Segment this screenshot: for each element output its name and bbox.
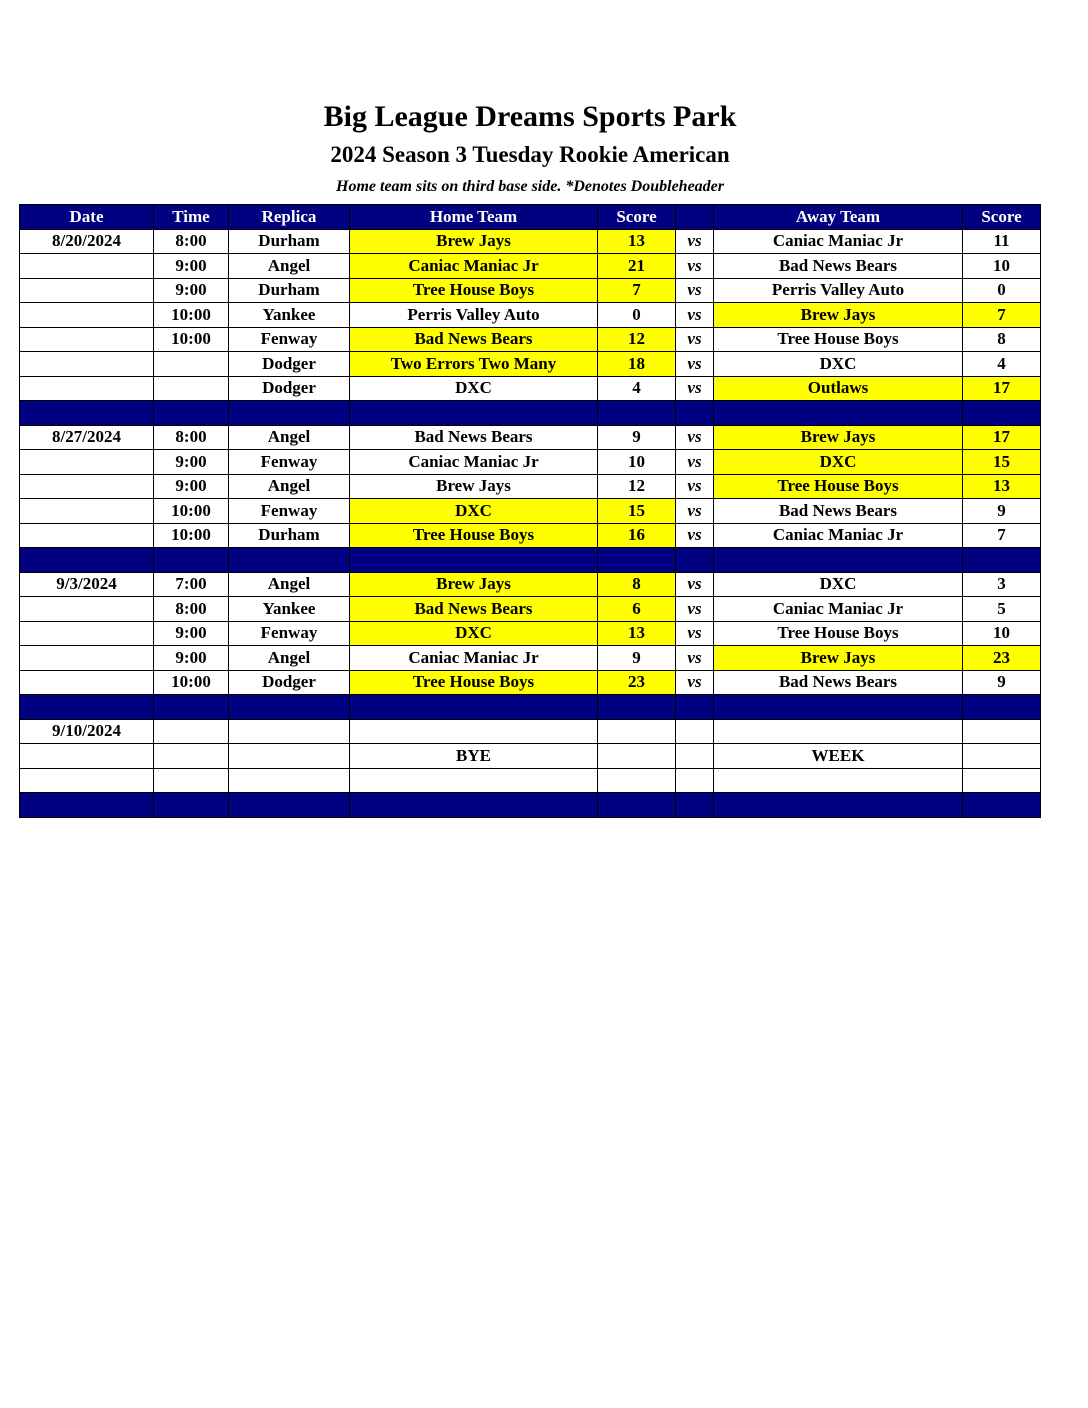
vs-cell: vs	[676, 670, 714, 695]
table-row	[20, 719, 1041, 744]
separator-cell	[350, 695, 598, 720]
date-cell	[20, 670, 154, 695]
schedule-table	[19, 204, 1041, 818]
away-team-cell: Caniac Maniac Jr	[714, 597, 963, 622]
home-team-cell: DXC	[350, 376, 598, 401]
away-team-cell: Brew Jays	[714, 425, 963, 450]
time-cell	[154, 768, 229, 793]
replica-cell	[229, 719, 350, 744]
date-cell	[20, 768, 154, 793]
date-cell	[20, 450, 154, 475]
away-team-cell: WEEK	[714, 744, 963, 769]
away-team-cell: Tree House Boys	[714, 621, 963, 646]
replica-cell: Yankee	[229, 303, 350, 328]
table-row	[20, 327, 1041, 352]
time-cell: 9:00	[154, 646, 229, 671]
separator-cell	[714, 548, 963, 573]
replica-cell: Durham	[229, 278, 350, 303]
away-team-cell: Bad News Bears	[714, 499, 963, 524]
table-row	[20, 278, 1041, 303]
time-cell: 7:00	[154, 572, 229, 597]
home-score-cell: 18	[598, 352, 676, 377]
date-cell	[20, 523, 154, 548]
home-score-cell: 9	[598, 425, 676, 450]
table-row	[20, 621, 1041, 646]
away-score-cell: 17	[963, 425, 1041, 450]
vs-cell: vs	[676, 278, 714, 303]
header-replica: Replica	[229, 205, 350, 230]
home-team-cell: Bad News Bears	[350, 425, 598, 450]
separator-cell	[350, 548, 598, 573]
date-cell: 8/20/2024	[20, 229, 154, 254]
replica-cell: Durham	[229, 229, 350, 254]
page-note: Home team sits on third base side. *Denotes Doubleheader	[336, 178, 724, 195]
separator-cell	[676, 695, 714, 720]
vs-cell: vs	[676, 254, 714, 279]
time-cell: 10:00	[154, 499, 229, 524]
time-cell: 8:00	[154, 229, 229, 254]
separator-cell	[350, 793, 598, 818]
week-separator-row	[20, 695, 1041, 720]
vs-cell: vs	[676, 425, 714, 450]
date-cell	[20, 621, 154, 646]
table-row	[20, 572, 1041, 597]
week-separator-row	[20, 401, 1041, 426]
home-score-cell: 21	[598, 254, 676, 279]
vs-cell: vs	[676, 523, 714, 548]
separator-cell	[154, 401, 229, 426]
replica-cell: Angel	[229, 425, 350, 450]
away-score-cell	[963, 719, 1041, 744]
vs-cell: vs	[676, 376, 714, 401]
vs-cell: vs	[676, 646, 714, 671]
separator-cell	[598, 401, 676, 426]
date-cell	[20, 646, 154, 671]
separator-cell	[676, 401, 714, 426]
header-time: Time	[154, 205, 229, 230]
away-score-cell: 7	[963, 523, 1041, 548]
table-row	[20, 646, 1041, 671]
away-team-cell: Brew Jays	[714, 303, 963, 328]
away-score-cell: 9	[963, 670, 1041, 695]
away-score-cell: 17	[963, 376, 1041, 401]
home-team-cell: Two Errors Two Many	[350, 352, 598, 377]
vs-cell: vs	[676, 303, 714, 328]
away-score-cell	[963, 744, 1041, 769]
home-score-cell: 15	[598, 499, 676, 524]
time-cell: 9:00	[154, 278, 229, 303]
away-score-cell: 15	[963, 450, 1041, 475]
table-row	[20, 229, 1041, 254]
separator-cell	[963, 401, 1041, 426]
time-cell: 10:00	[154, 327, 229, 352]
home-team-cell: Caniac Maniac Jr	[350, 646, 598, 671]
home-team-cell: Caniac Maniac Jr	[350, 450, 598, 475]
away-score-cell: 10	[963, 621, 1041, 646]
date-cell	[20, 327, 154, 352]
home-team-cell: Bad News Bears	[350, 327, 598, 352]
home-team-cell: Perris Valley Auto	[350, 303, 598, 328]
date-cell	[20, 278, 154, 303]
home-score-cell: 6	[598, 597, 676, 622]
away-team-cell: Bad News Bears	[714, 670, 963, 695]
table-row	[20, 768, 1041, 793]
header-away-score: Score	[963, 205, 1041, 230]
separator-cell	[598, 695, 676, 720]
away-score-cell: 8	[963, 327, 1041, 352]
vs-cell: vs	[676, 352, 714, 377]
table-row	[20, 523, 1041, 548]
away-score-cell: 3	[963, 572, 1041, 597]
away-score-cell: 10	[963, 254, 1041, 279]
away-score-cell: 5	[963, 597, 1041, 622]
vs-cell: vs	[676, 597, 714, 622]
replica-cell: Dodger	[229, 670, 350, 695]
time-cell: 10:00	[154, 303, 229, 328]
week-separator-row	[20, 548, 1041, 573]
separator-cell	[714, 695, 963, 720]
separator-cell	[676, 793, 714, 818]
separator-cell	[229, 793, 350, 818]
time-cell: 8:00	[154, 425, 229, 450]
replica-cell	[229, 744, 350, 769]
away-team-cell	[714, 768, 963, 793]
home-team-cell: Brew Jays	[350, 572, 598, 597]
separator-cell	[154, 793, 229, 818]
date-cell	[20, 499, 154, 524]
away-team-cell: Perris Valley Auto	[714, 278, 963, 303]
away-team-cell: Brew Jays	[714, 646, 963, 671]
week-separator-row	[20, 793, 1041, 818]
replica-cell: Fenway	[229, 450, 350, 475]
separator-cell	[20, 401, 154, 426]
date-cell: 9/3/2024	[20, 572, 154, 597]
home-team-cell	[350, 768, 598, 793]
separator-cell	[963, 793, 1041, 818]
date-cell: 8/27/2024	[20, 425, 154, 450]
separator-cell	[350, 401, 598, 426]
separator-cell	[598, 548, 676, 573]
away-score-cell	[963, 768, 1041, 793]
vs-cell: vs	[676, 327, 714, 352]
table-row	[20, 376, 1041, 401]
away-team-cell: DXC	[714, 352, 963, 377]
home-team-cell: Tree House Boys	[350, 278, 598, 303]
time-cell	[154, 719, 229, 744]
home-score-cell: 10	[598, 450, 676, 475]
time-cell: 9:00	[154, 450, 229, 475]
date-cell	[20, 376, 154, 401]
vs-cell	[676, 744, 714, 769]
away-team-cell: Caniac Maniac Jr	[714, 523, 963, 548]
replica-cell: Durham	[229, 523, 350, 548]
separator-cell	[676, 548, 714, 573]
home-team-cell: Bad News Bears	[350, 597, 598, 622]
replica-cell	[229, 768, 350, 793]
away-team-cell: Bad News Bears	[714, 254, 963, 279]
date-cell	[20, 352, 154, 377]
replica-cell: Yankee	[229, 597, 350, 622]
page-title: Big League Dreams Sports Park	[323, 100, 737, 133]
vs-cell: vs	[676, 499, 714, 524]
replica-cell: Dodger	[229, 352, 350, 377]
table-row	[20, 670, 1041, 695]
separator-cell	[714, 401, 963, 426]
header-away-team: Away Team	[714, 205, 963, 230]
replica-cell: Angel	[229, 254, 350, 279]
home-score-cell	[598, 768, 676, 793]
table-row	[20, 474, 1041, 499]
vs-cell	[676, 768, 714, 793]
separator-cell	[229, 695, 350, 720]
time-cell	[154, 744, 229, 769]
separator-cell	[20, 793, 154, 818]
separator-cell	[963, 548, 1041, 573]
home-score-cell: 16	[598, 523, 676, 548]
home-team-cell: Brew Jays	[350, 474, 598, 499]
table-row	[20, 450, 1041, 475]
away-team-cell: Tree House Boys	[714, 474, 963, 499]
separator-cell	[229, 401, 350, 426]
vs-cell: vs	[676, 474, 714, 499]
header-vs	[676, 205, 714, 230]
separator-cell	[154, 695, 229, 720]
time-cell: 9:00	[154, 254, 229, 279]
table-row	[20, 499, 1041, 524]
page-subtitle: 2024 Season 3 Tuesday Rookie American	[330, 142, 730, 167]
table-row	[20, 352, 1041, 377]
vs-cell: vs	[676, 621, 714, 646]
date-cell	[20, 597, 154, 622]
time-cell: 10:00	[154, 523, 229, 548]
home-score-cell: 7	[598, 278, 676, 303]
time-cell	[154, 376, 229, 401]
separator-cell	[229, 548, 350, 573]
home-score-cell: 13	[598, 621, 676, 646]
replica-cell: Fenway	[229, 499, 350, 524]
date-cell: 9/10/2024	[20, 719, 154, 744]
home-score-cell	[598, 744, 676, 769]
time-cell	[154, 352, 229, 377]
away-score-cell: 23	[963, 646, 1041, 671]
table-row	[20, 744, 1041, 769]
header-home-team: Home Team	[350, 205, 598, 230]
home-team-cell: Brew Jays	[350, 229, 598, 254]
vs-cell	[676, 719, 714, 744]
away-team-cell: Tree House Boys	[714, 327, 963, 352]
home-team-cell: DXC	[350, 621, 598, 646]
table-row	[20, 254, 1041, 279]
away-score-cell: 11	[963, 229, 1041, 254]
home-score-cell	[598, 719, 676, 744]
replica-cell: Fenway	[229, 621, 350, 646]
away-team-cell: Outlaws	[714, 376, 963, 401]
home-score-cell: 13	[598, 229, 676, 254]
time-cell: 10:00	[154, 670, 229, 695]
away-team-cell: DXC	[714, 572, 963, 597]
separator-cell	[154, 548, 229, 573]
away-score-cell: 7	[963, 303, 1041, 328]
away-score-cell: 9	[963, 499, 1041, 524]
replica-cell: Angel	[229, 646, 350, 671]
home-score-cell: 0	[598, 303, 676, 328]
date-cell	[20, 744, 154, 769]
away-score-cell: 13	[963, 474, 1041, 499]
away-team-cell: DXC	[714, 450, 963, 475]
date-cell	[20, 254, 154, 279]
separator-cell	[714, 793, 963, 818]
time-cell: 9:00	[154, 474, 229, 499]
separator-cell	[963, 695, 1041, 720]
home-team-cell: BYE	[350, 744, 598, 769]
home-score-cell: 8	[598, 572, 676, 597]
replica-cell: Fenway	[229, 327, 350, 352]
home-score-cell: 23	[598, 670, 676, 695]
home-team-cell: DXC	[350, 499, 598, 524]
vs-cell: vs	[676, 229, 714, 254]
vs-cell: vs	[676, 450, 714, 475]
home-team-cell: Tree House Boys	[350, 670, 598, 695]
separator-cell	[598, 793, 676, 818]
home-score-cell: 12	[598, 327, 676, 352]
date-cell	[20, 303, 154, 328]
table-row	[20, 303, 1041, 328]
home-team-cell: Tree House Boys	[350, 523, 598, 548]
home-score-cell: 4	[598, 376, 676, 401]
replica-cell: Dodger	[229, 376, 350, 401]
separator-cell	[20, 548, 154, 573]
header-home-score: Score	[598, 205, 676, 230]
table-header-row	[20, 205, 1041, 230]
away-team-cell	[714, 719, 963, 744]
away-team-cell: Caniac Maniac Jr	[714, 229, 963, 254]
away-score-cell: 0	[963, 278, 1041, 303]
home-score-cell: 9	[598, 646, 676, 671]
table-row	[20, 597, 1041, 622]
time-cell: 9:00	[154, 621, 229, 646]
vs-cell: vs	[676, 572, 714, 597]
separator-cell	[20, 695, 154, 720]
time-cell: 8:00	[154, 597, 229, 622]
table-row	[20, 425, 1041, 450]
away-score-cell: 4	[963, 352, 1041, 377]
replica-cell: Angel	[229, 474, 350, 499]
home-team-cell: Caniac Maniac Jr	[350, 254, 598, 279]
replica-cell: Angel	[229, 572, 350, 597]
home-team-cell	[350, 719, 598, 744]
date-cell	[20, 474, 154, 499]
header-date: Date	[20, 205, 154, 230]
home-score-cell: 12	[598, 474, 676, 499]
